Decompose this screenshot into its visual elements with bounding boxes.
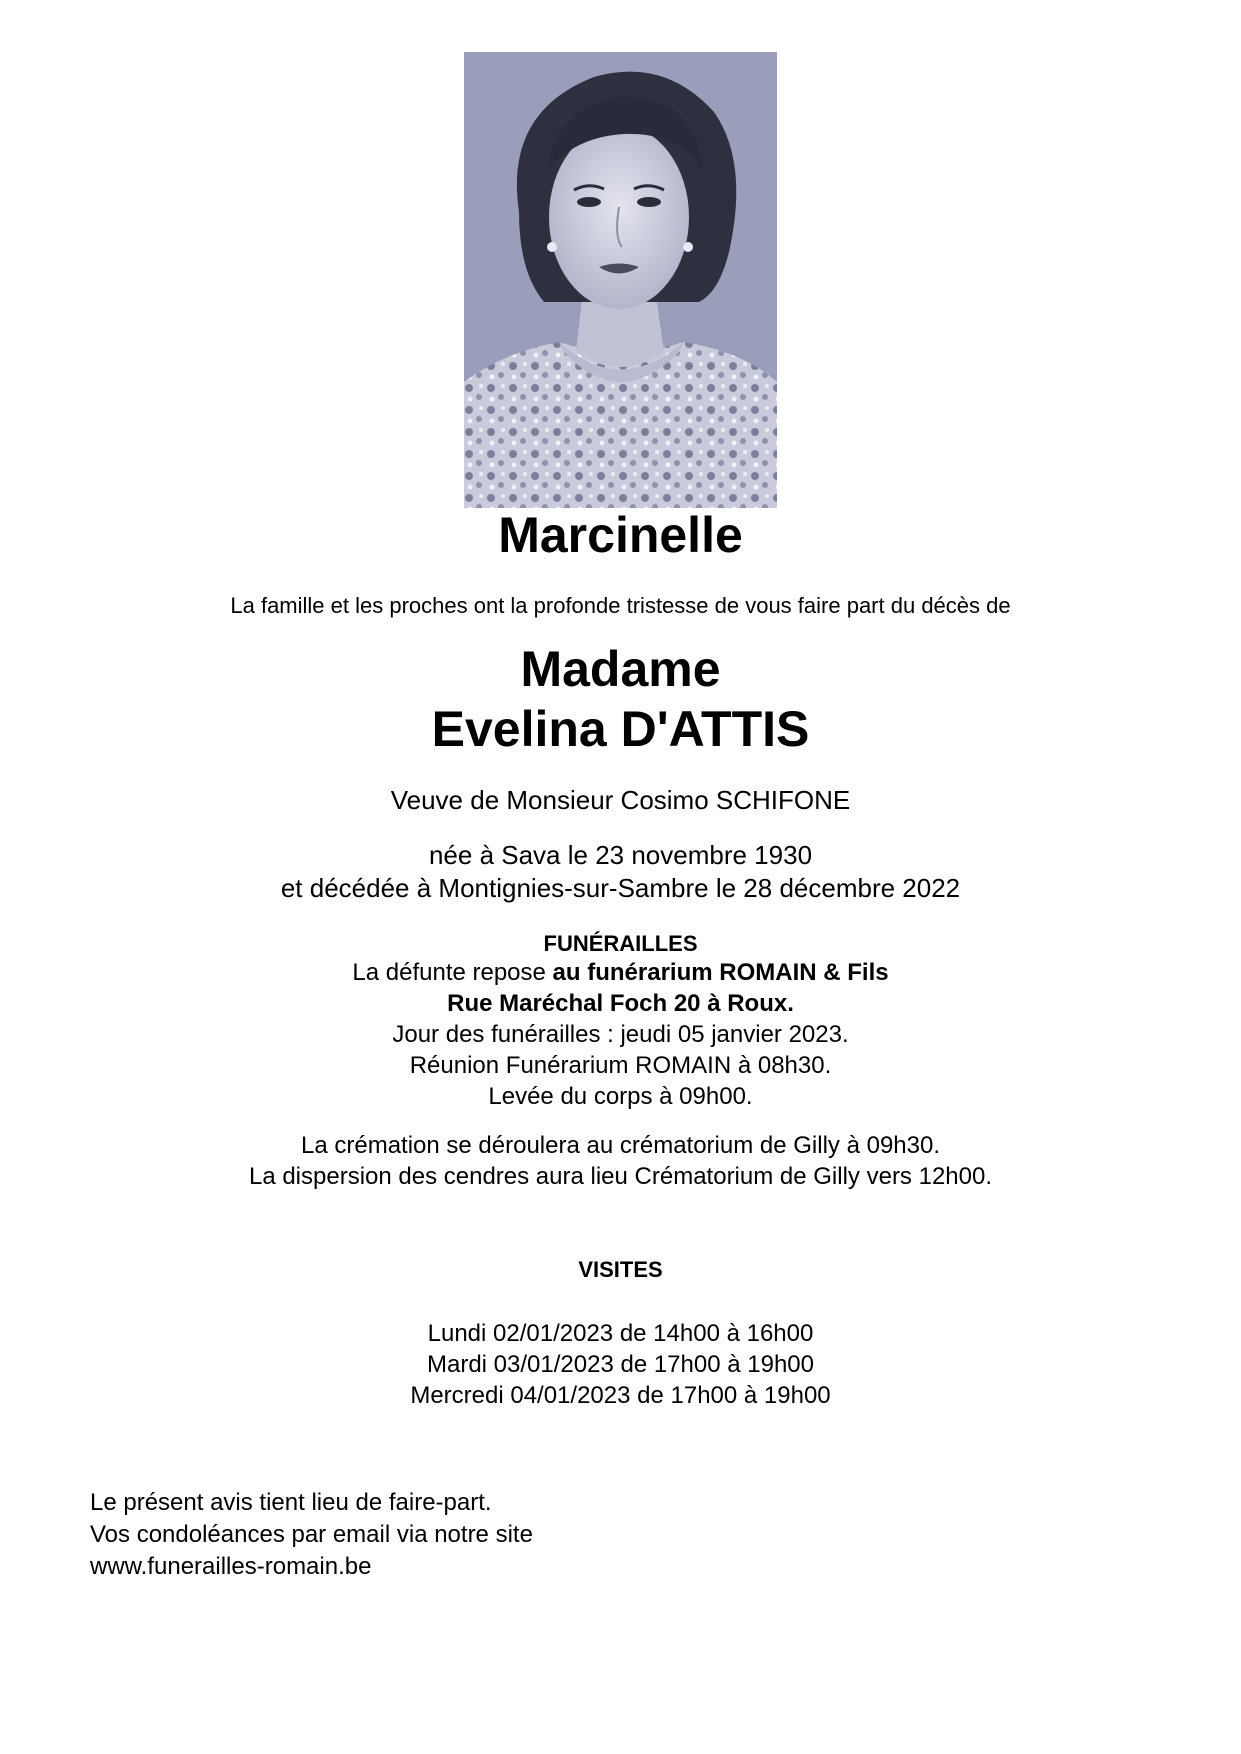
intro-text: La famille et les proches ont la profonde tristesse de vous faire part du décès de (230, 593, 1011, 618)
footer-line-1: Le présent avis tient lieu de faire-part. (90, 1489, 492, 1516)
widow-of-text: Veuve de Monsieur Cosimo SCHIFONE (390, 785, 851, 815)
portrait-photo (464, 52, 777, 508)
visit-slot: Mercredi 04/01/2023 de 17h00 à 19h00 (410, 1382, 831, 1409)
birth-death-block (0, 839, 1241, 905)
footer-line-2: Vos condoléances par email via notre site (90, 1521, 533, 1548)
funeral-heading: FUNÉRAILLES (543, 931, 698, 956)
funeral-address: Rue Maréchal Foch 20 à Roux. (447, 990, 794, 1017)
cremation-line-1: La crémation se déroulera au crématorium de Gilly à 09h30. (301, 1132, 940, 1159)
visit-slot: Lundi 02/01/2023 de 14h00 à 16h00 (427, 1320, 814, 1347)
funeral-meeting: Réunion Funérarium ROMAIN à 08h30. (409, 1052, 832, 1079)
name-full: Evelina D'ATTIS (431, 701, 810, 757)
name-title: Madame (520, 641, 721, 697)
visit-slot: Mardi 03/01/2023 de 17h00 à 19h00 (427, 1351, 814, 1378)
funeral-rest-prefix: La défunte repose (352, 959, 553, 986)
birth-text: née à Sava le 23 novembre 1930 (428, 840, 813, 870)
funeral-rest-place: au funérarium ROMAIN & Fils (552, 959, 889, 986)
funeral-departure: Levée du corps à 09h00. (488, 1083, 753, 1110)
funeral-day: Jour des funérailles : jeudi 05 janvier 2023. (392, 1021, 849, 1048)
footer-notice (90, 1487, 533, 1583)
deceased-name (0, 639, 1241, 759)
funeral-rest-line (0, 957, 1241, 988)
visits-heading: VISITES (578, 1257, 663, 1282)
town-heading: Marcinelle (498, 507, 743, 563)
funeral-details (0, 957, 1241, 1112)
website-text: www.funerailles-romain.be (90, 1553, 372, 1580)
visits-list (0, 1318, 1241, 1411)
cremation-line-2: La dispersion des cendres aura lieu Crématorium de Gilly vers 12h00. (248, 1163, 993, 1190)
death-text: et décédée à Montignies-sur-Sambre le 28 décembre 2022 (280, 873, 961, 903)
cremation-details (0, 1130, 1241, 1192)
